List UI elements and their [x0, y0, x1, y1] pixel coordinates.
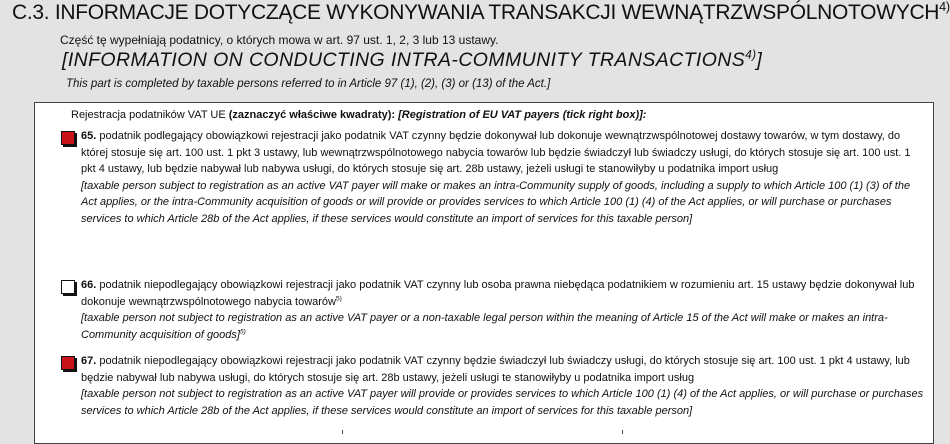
option-number: 65.: [81, 130, 97, 142]
option-number: 66.: [81, 279, 97, 291]
section-title-en-footnote: 4): [745, 48, 757, 62]
option-text-pl: podatnik podlegający obowiązkowi rejestracji jako podatnik VAT czynny będzie dokonywał lub dokonuje wewnątrzwspólnotowej dostawy towarów, w tym dostawy, do której stosuje się art. 100 ust. 1 pkt 3 ustawy, lub wewnątrzwspólnotowego nabycia towarów lub będzie świadczył lub świadczy usługi, do których stosuje się art. 100 ust. 1 pkt 4 ustawy, lub będzie nabywał lub nabywa usługi, do których stosuje się art. 28b ustawy, jeżeli usługi te stanowiłyby u podatnika import usług: [81, 130, 911, 175]
field-divider: [342, 430, 343, 434]
option-footnote: 5): [239, 327, 246, 335]
checkbox-65[interactable]: [61, 131, 75, 145]
registration-label-pl: Rejestracja podatników VAT UE: [71, 109, 226, 121]
option-65: [59, 128, 927, 227]
option-66: [59, 277, 927, 343]
option-text-en: [taxable person not subject to registration as an active VAT payer or a non-taxable legal person within the meaning of Article 15 of the Act will make or makes an intra-Community acquisition of goods]$^{5)}$: [81, 312, 888, 341]
section-heading: [12, 1, 950, 25]
option-text-en: [taxable person subject to registration as an active VAT payer will make or makes an intra-Community supply of goods, including a supply to which Article 100 (1) (3) of the Act applies, or the intra-Community acquisition of goods or will provide or provides services to which Article 100 (1) (4) of the Act applies, or will purchase or purchases services to which Article 28b of the Act applies, if these services would constitute an import of services for this taxable person]: [81, 179, 911, 225]
option-text-en: [taxable person not subject to registration as an active VAT payer will provide or provides services to which Article 100 (1) (4) of the Act applies, or will purchase or purchases services to which Article 28b of the Act applies, if these services would constitute an import of services for this taxable person]: [81, 388, 924, 417]
checkbox-67[interactable]: [61, 356, 75, 370]
option-number: 67.: [81, 355, 97, 367]
option-footnote: 5): [335, 294, 342, 302]
section-subtitle-en: This part is completed by taxable persons referred to in Article 97 (1), (2), (3) or (13) of the Act.]: [66, 78, 551, 90]
section-title-footnote: 4): [939, 0, 950, 14]
registration-instruction: (zaznaczyć właściwe kwadraty):: [228, 109, 396, 121]
section-title-en: [INFORMATION ON CONDUCTING INTRA-COMMUNITY TRANSACTIONS$^{4)}$]: [62, 48, 763, 71]
option-67: [59, 353, 927, 419]
option-text-pl: podatnik niepodlegający obowiązkowi rejestracji jako podatnik VAT czynny będzie świadczył lub świadczy usługi, do których stosuje się art. 100 ust. 1 pkt 4 ustawy, lub będzie nabywał lub nabywa usługi, do których stosuje się art. 28b ustawy, jeżeli usługi te stanowiłyby u podatnika import usług: [81, 355, 910, 384]
section-title: C.3. INFORMACJE DOTYCZĄCE WYKONYWANIA TRANSAKCJI WEWNĄTRZWSPÓLNOTOWYCH: [12, 1, 940, 24]
section-subtitle-pl: Część tę wypełniają podatnicy, o których mowa w art. 97 ust. 1, 2, 3 lub 13 ustawy.: [60, 33, 499, 47]
field-divider: [622, 430, 623, 434]
registration-box: [34, 102, 934, 444]
checkbox-66[interactable]: [61, 280, 75, 294]
option-text-pl: podatnik niepodlegający obowiązkowi rejestracji jako podatnik VAT czynny lub osoba prawna niebędąca podatnikiem w rozumieniu art. 15 ustawy będzie dokonywał lub dokonuje wewnątrzwspólnotowego nabycia towarów$^{5)}$: [81, 279, 915, 308]
registration-label: [71, 109, 646, 121]
registration-label-en: [Registration of EU VAT payers (tick right box)]:: [398, 109, 647, 121]
